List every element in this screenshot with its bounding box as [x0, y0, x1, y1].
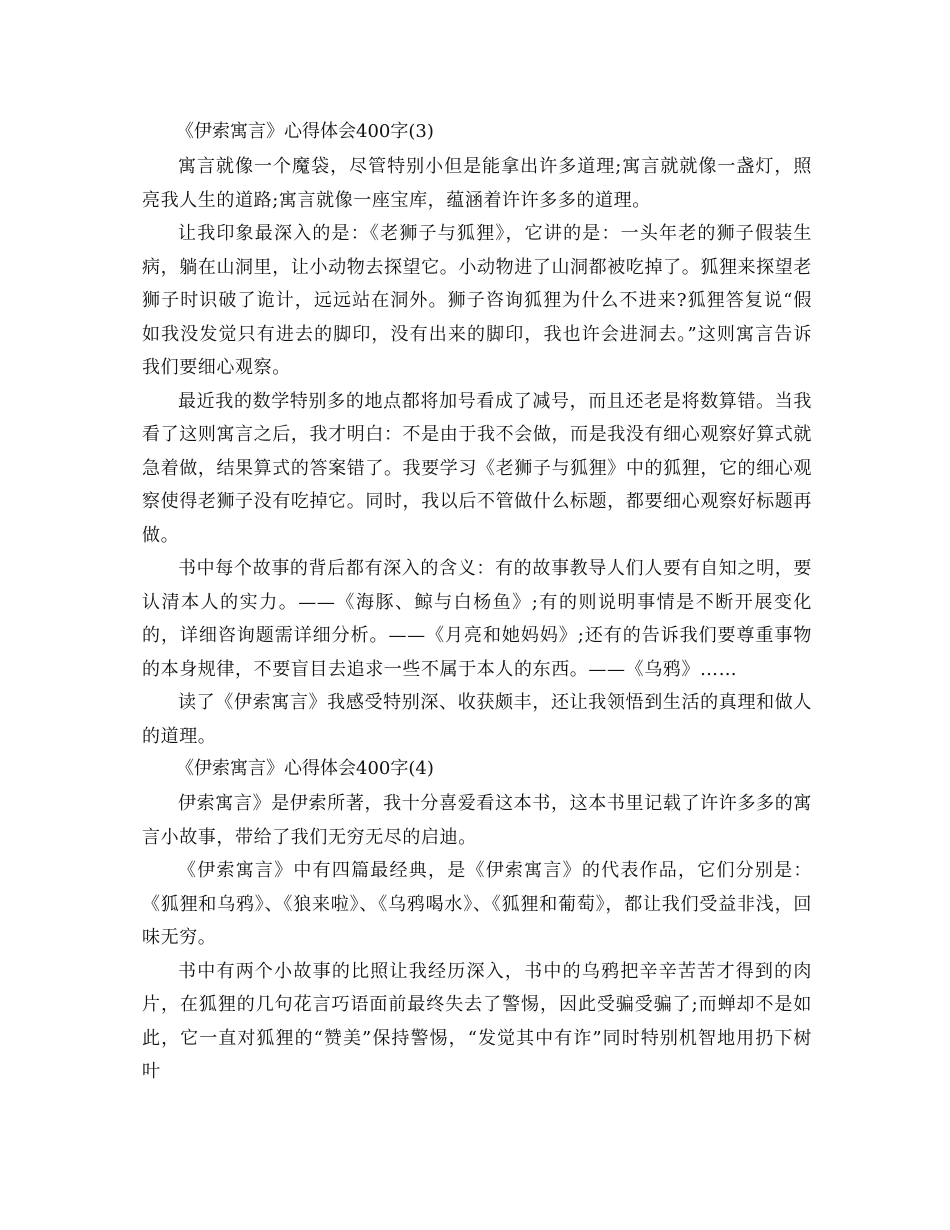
paragraph: 最近我的数学特别多的地点都将加号看成了减号，而且还老是将数算错。当我看了这则寓言之后，我才明白：不是由于我不会做，而是我没有细心观察好算式就急着做，结果算式的答案错了。我要学习《老狮子与狐狸》中的狐狸，它的细心观察使得老狮子没有吃掉它。同时，我以后不管做什么标题，都要细心观察好标题再做。	[142, 390, 812, 546]
section-heading: 《伊索寓言》心得体会400字(3)	[176, 121, 434, 142]
section-heading: 《伊索寓言》心得体会400字(4)	[176, 758, 434, 779]
paragraph: 伊索寓言》是伊索所著，我十分喜爱看这本书，这本书里记载了许许多多的寓言小故事，带给了我们无穷无尽的启迪。	[142, 793, 812, 848]
paragraph: 《伊索寓言》中有四篇最经典，是《伊索寓言》的代表作品，它们分别是：《狐狸和乌鸦》、《狼来啦》、《乌鸦喝水》、《狐狸和葡萄》，都让我们受益非浅，回味无穷。	[142, 860, 812, 948]
paragraph: 让我印象最深入的是：《老狮子与狐狸》，它讲的是：一头年老的狮子假装生病，躺在山洞里，让小动物去探望它。小动物进了山洞都被吃掉了。狐狸来探望老狮子时识破了诡计，远远站在洞外。狮子咨询狐狸为什么不进来?狐狸答复说“假如我没发觉只有进去的脚印，没有出来的脚印，我也许会进洞去。”这则寓言告诉我们要细心观察。	[142, 223, 812, 378]
paragraph: 寓言就像一个魔袋，尽管特别小但是能拿出许多道理;寓言就就像一盏灯，照亮我人生的道路;寓言就像一座宝库，蕴涵着许许多多的道理。	[142, 156, 812, 211]
document-page	[142, 116, 812, 1089]
paragraph: 书中每个故事的背后都有深入的含义：有的故事教导人们人要有自知之明，要认清本人的实力。——《海豚、鲸与白杨鱼》;有的则说明事情是不断开展变化的，详细咨询题需详细分析。——《月亮和她妈妈》;还有的告诉我们要尊重事物的本身规律，不要盲目去追求一些不属于本人的东西。——《乌鸦》……	[142, 558, 812, 680]
paragraph: 读了《伊索寓言》我感受特别深、收获颇丰，还让我领悟到生活的真理和做人的道理。	[142, 692, 812, 747]
paragraph: 书中有两个小故事的比照让我经历深入，书中的乌鸦把辛辛苦苦才得到的肉片，在狐狸的几句花言巧语面前最终失去了警惕，因此受骗受骗了;而蝉却不是如此，它一直对狐狸的“赞美”保持警惕，“发觉其中有诈”同时特别机智地用扔下树叶	[142, 960, 812, 1082]
